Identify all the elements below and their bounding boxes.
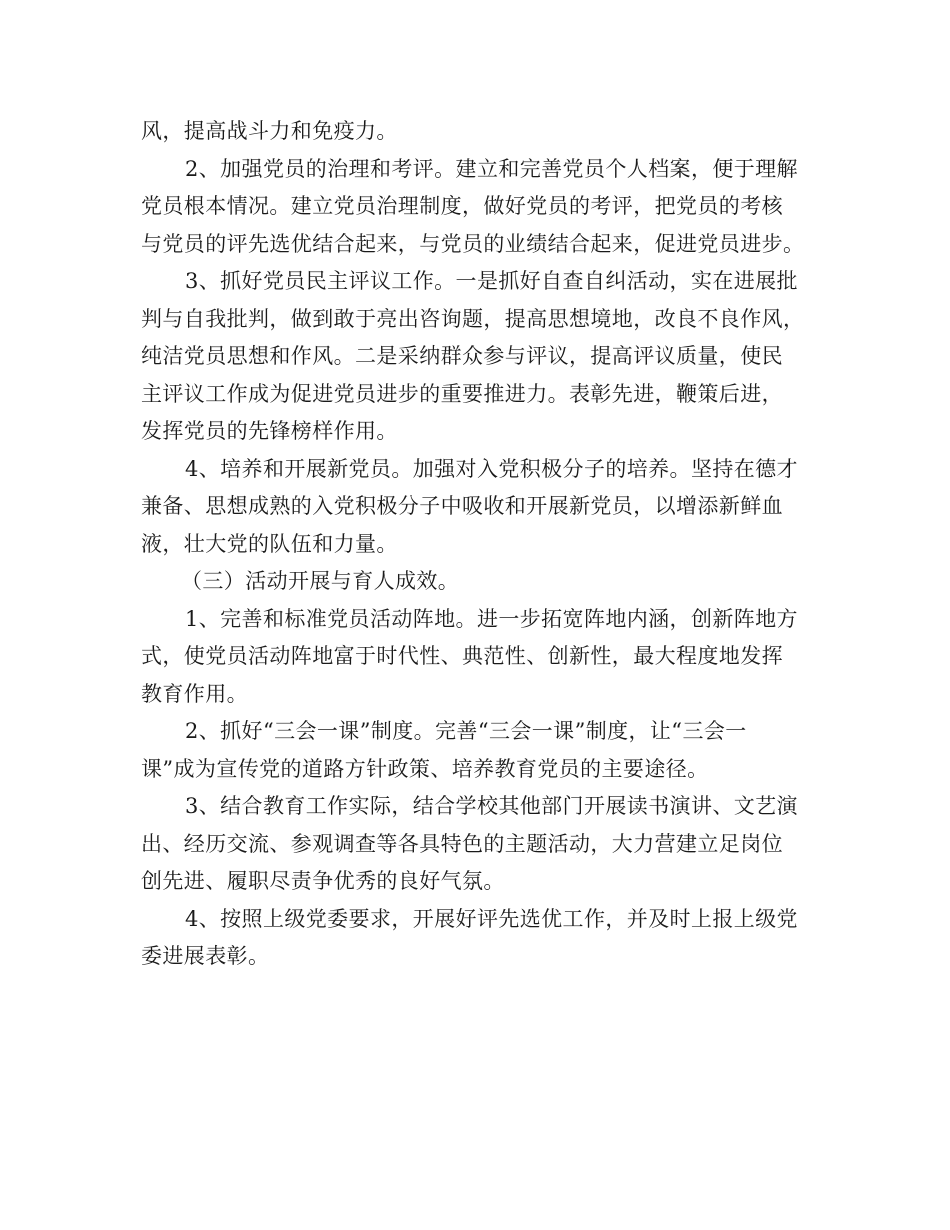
text-line: 创先进、履职尽责争优秀的良好气氛。 xyxy=(141,869,505,893)
text-line: 液，壮大党的队伍和力量。 xyxy=(141,531,398,556)
text-line: 3、结合教育工作实际，结合学校其他部门开展读书演讲、文艺演 xyxy=(185,794,798,818)
section-heading: （三）活动开展与育人成效。 xyxy=(181,569,460,593)
text-line: 2、抓好“三会一课”制度。完善“三会一课”制度，让“三会一 xyxy=(185,719,747,743)
text-line: 教育作用。 xyxy=(141,681,248,706)
text-line: 委进展表彰。 xyxy=(141,944,270,968)
text-line: 3、抓好党员民主评议工作。一是抓好自查自纠活动，实在进展批 xyxy=(185,269,798,293)
text-line: 课”成为宣传党的道路方针政策、培养教育党员的主要途径。 xyxy=(141,756,709,781)
text-line: 党员根本情况。建立党员治理制度，做好党员的考评，把党员的考核 xyxy=(141,194,783,218)
text-line: 2、加强党员的治理和考评。建立和完善党员个人档案，便于理解 xyxy=(185,156,798,181)
text-line: 风，提高战斗力和免疫力。 xyxy=(141,119,398,143)
text-line: 式，使党员活动阵地富于时代性、典范性、创新性，最大程度地发挥 xyxy=(141,644,783,668)
text-line: 4、培养和开展新党员。加强对入党积极分子的培养。坚持在德才 xyxy=(185,456,798,481)
document-body xyxy=(141,113,831,976)
text-line: 主评议工作成为促进党员进步的重要推进力。表彰先进，鞭策后进， xyxy=(141,381,783,406)
text-line: 兼备、思想成熟的入党积极分子中吸收和开展新党员，以增添新鲜血 xyxy=(141,494,783,518)
text-line: 判与自我批判，做到敢于亮出咨询题，提高思想境地，改良不良作风， xyxy=(141,306,805,331)
text-line: 纯洁党员思想和作风。二是采纳群众参与评议，提高评议质量，使民 xyxy=(141,344,783,368)
text-line: 发挥党员的先锋榜样作用。 xyxy=(141,419,398,443)
text-line: 与党员的评先选优结合起来，与党员的业绩结合起来，促进党员进步。 xyxy=(141,231,805,256)
text-line: 4、按照上级党委要求，开展好评先选优工作，并及时上报上级党 xyxy=(185,906,798,931)
text-line: 1、完善和标准党员活动阵地。进一步拓宽阵地内涵，创新阵地方 xyxy=(185,606,798,631)
text-line: 出、经历交流、参观调查等各具特色的主题活动，大力营建立足岗位 xyxy=(141,831,783,856)
